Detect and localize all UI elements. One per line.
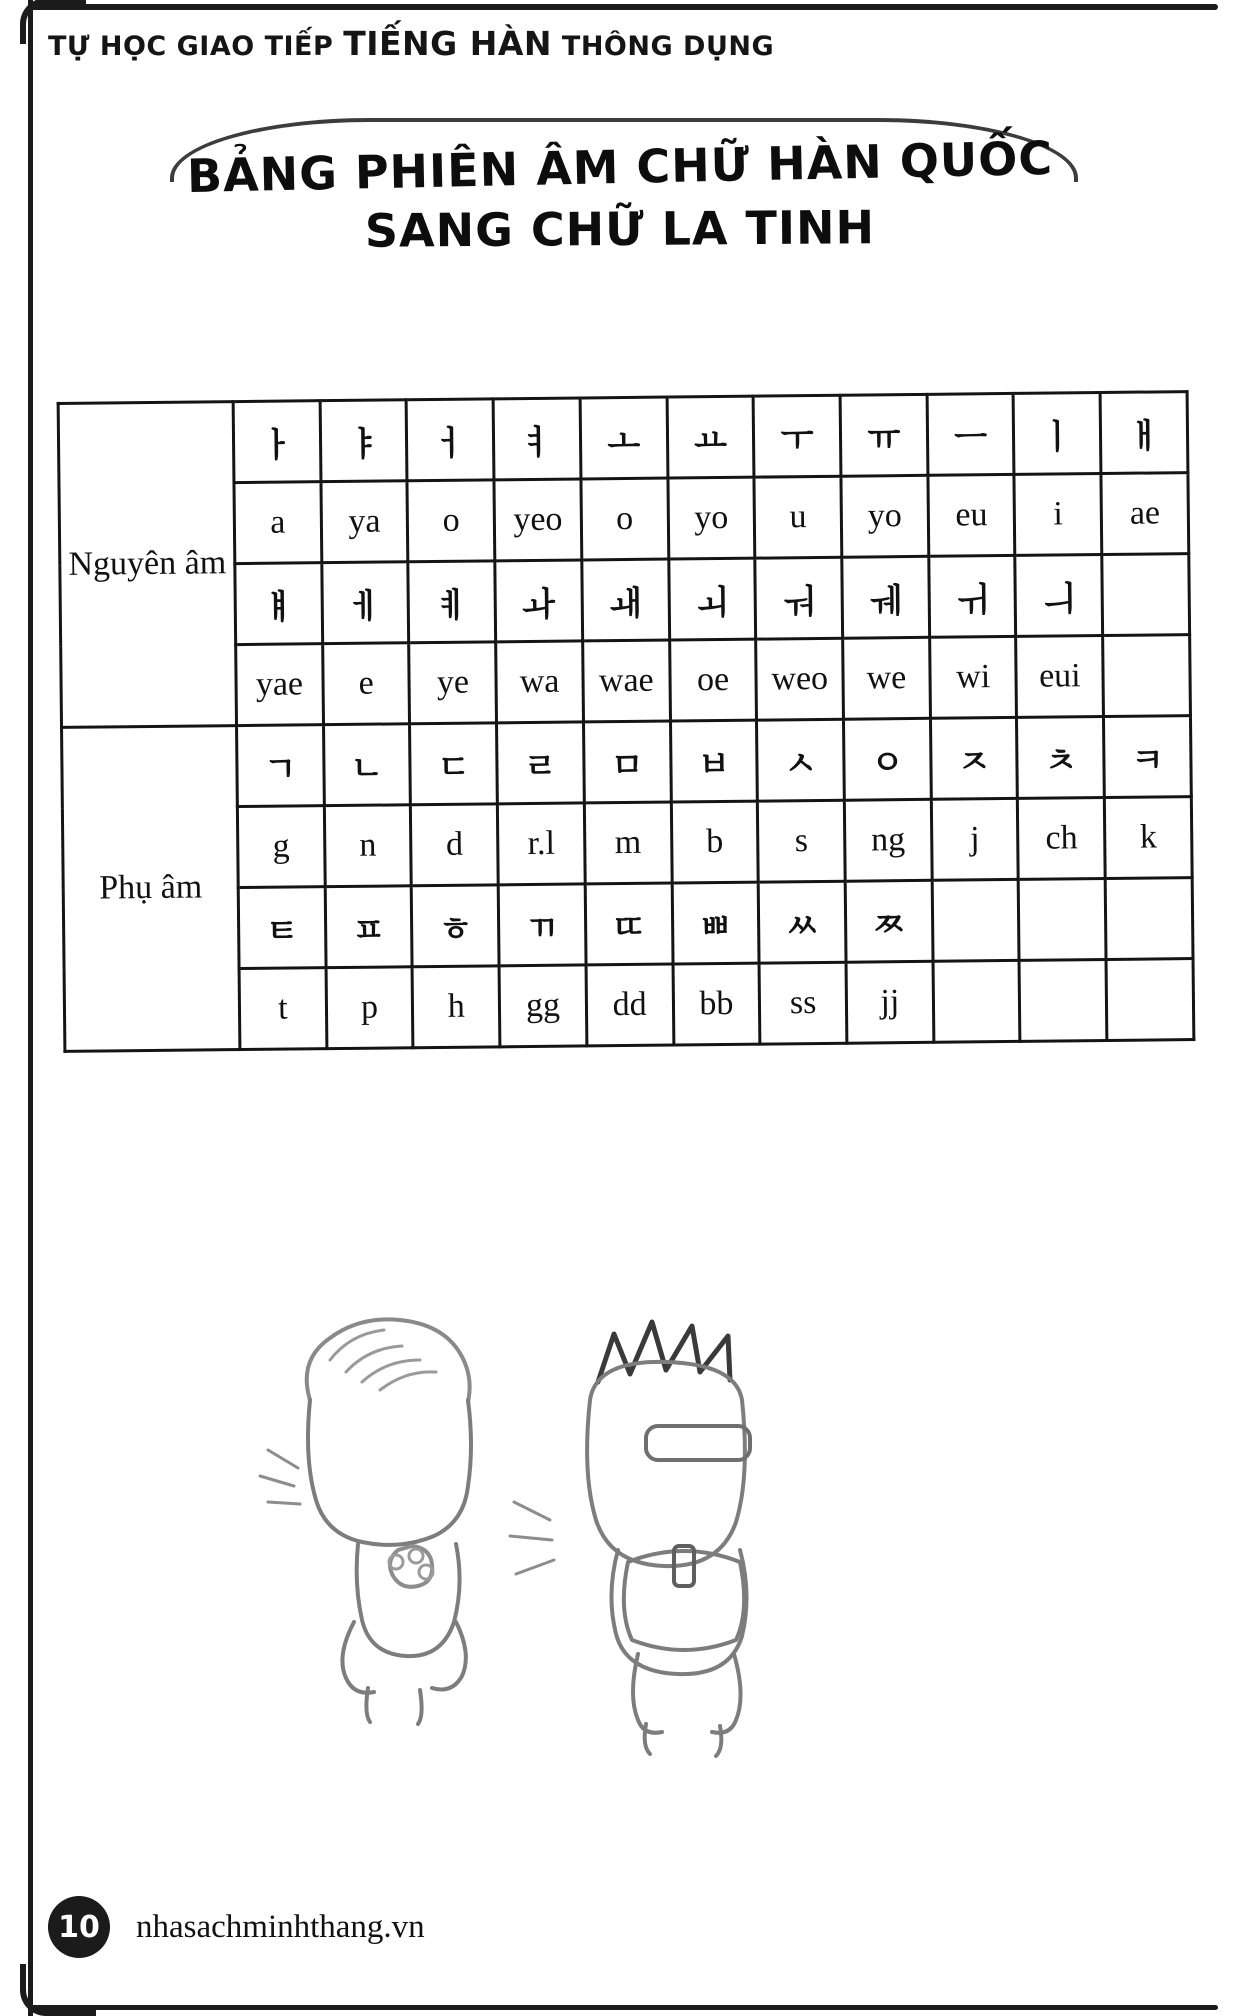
row-label-vowels: Nguyên âm: [58, 402, 236, 728]
vowel-latin-cell: u: [754, 476, 842, 558]
vowel-hangul-cell: ㅣ: [1014, 393, 1102, 475]
consonant-latin-cell: s: [758, 800, 846, 882]
row-label-consonants: Phụ âm: [62, 726, 240, 1052]
vowel-latin-cell: o: [407, 480, 495, 562]
vowel-hangul-cell: ㅐ: [1100, 392, 1188, 474]
consonant-latin-cell: jj: [846, 961, 934, 1043]
consonant-hangul-cell: ㅎ: [412, 885, 500, 967]
consonant-latin-cell: ng: [844, 799, 932, 881]
vowel-latin-cell-empty: [1103, 635, 1191, 717]
consonant-latin-cell-empty: [1106, 959, 1194, 1041]
vowel-latin-cell: o: [581, 478, 669, 560]
consonant-latin-cell: bb: [673, 963, 761, 1045]
consonant-hangul-cell: ㅉ: [845, 880, 933, 962]
vowel-hangul-cell: ㅚ: [668, 558, 756, 640]
consonant-hangul-cell: ㅊ: [1017, 716, 1105, 798]
vowel-hangul-cell: ㅙ: [582, 559, 670, 641]
page-footer: [48, 1896, 425, 1958]
running-header-part2: TIẾNG HÀN: [343, 24, 553, 63]
vowel-latin-cell: i: [1014, 474, 1102, 556]
consonant-hangul-cell: ㄹ: [497, 722, 585, 804]
consonant-hangul-cell: ㅃ: [672, 882, 760, 964]
vowel-hangul-cell: ㅢ: [1015, 555, 1103, 637]
consonant-latin-cell: ch: [1018, 797, 1106, 879]
students-illustration: [250, 1250, 950, 1770]
page-number: 10: [48, 1896, 110, 1958]
vowel-latin-cell: ye: [409, 642, 497, 724]
romanization-table: [57, 390, 1196, 1053]
consonant-hangul-cell: ㄸ: [585, 883, 673, 965]
consonant-latin-cell: gg: [499, 965, 587, 1047]
publisher-website: nhasachminhthang.vn: [136, 1908, 425, 1945]
consonant-hangul-cell: ㅁ: [583, 721, 671, 803]
page-title-line1: BẢNG PHIÊN ÂM CHỮ HÀN QUỐC: [186, 130, 1054, 204]
consonant-latin-cell-empty: [933, 960, 1021, 1042]
consonant-hangul-cell: ㅈ: [930, 717, 1018, 799]
consonant-hangul-cell: ㅌ: [238, 887, 326, 969]
vowel-hangul-cell: ㅔ: [322, 562, 410, 644]
consonant-hangul-cell: ㅅ: [757, 719, 845, 801]
vowel-latin-cell: wi: [929, 636, 1017, 718]
table-row: [62, 716, 1192, 809]
vowel-latin-cell: yae: [236, 644, 324, 726]
running-header-part3: THÔNG DỤNG: [552, 31, 775, 62]
vowel-latin-cell: ae: [1101, 473, 1189, 555]
vowel-latin-cell: weo: [756, 638, 844, 720]
consonant-hangul-cell: ㅋ: [1104, 716, 1192, 798]
vowel-hangul-cell: ㅕ: [493, 398, 581, 480]
page-border-bottom: [28, 2005, 1218, 2010]
vowel-hangul-cell: ㅟ: [929, 555, 1017, 637]
vowel-hangul-cell: ㅖ: [408, 561, 496, 643]
vowel-latin-cell: we: [843, 637, 931, 719]
consonant-latin-cell: m: [584, 802, 672, 884]
consonant-latin-cell: d: [411, 804, 499, 886]
consonant-latin-cell: r.l: [498, 803, 586, 885]
vowel-latin-cell: eui: [1016, 636, 1104, 718]
vowel-hangul-cell: ㅝ: [755, 557, 843, 639]
page-border-top: [28, 4, 1218, 10]
consonant-latin-cell: p: [326, 967, 414, 1049]
consonant-hangul-cell: ㄷ: [410, 723, 498, 805]
consonant-hangul-cell: ㄱ: [237, 725, 325, 807]
vowel-latin-cell: ya: [321, 481, 409, 563]
vowel-latin-cell: yeo: [494, 479, 582, 561]
vowel-latin-cell: wae: [583, 640, 671, 722]
page-corner-bottom-left: [20, 1964, 96, 2016]
consonant-hangul-cell-empty: [932, 879, 1020, 961]
consonant-latin-cell: dd: [586, 964, 674, 1046]
consonant-hangul-cell-empty: [1019, 878, 1107, 960]
consonant-latin-cell: t: [239, 968, 327, 1050]
page-title: [140, 130, 1100, 258]
vowel-latin-cell: yo: [668, 477, 756, 559]
consonant-latin-cell: g: [237, 806, 325, 888]
consonant-latin-cell: b: [671, 801, 759, 883]
vowel-hangul-cell: ㅜ: [753, 395, 841, 477]
vowel-hangul-cell: ㅏ: [233, 401, 321, 483]
vowel-hangul-cell: ㅒ: [235, 563, 323, 645]
vowel-hangul-cell: ㅗ: [580, 397, 668, 479]
vowel-latin-cell: a: [234, 482, 322, 564]
consonant-hangul-cell-empty: [1105, 878, 1193, 960]
running-header: [48, 24, 774, 63]
vowel-latin-cell: yo: [841, 475, 929, 557]
vowel-hangul-cell: ㅞ: [842, 556, 930, 638]
vowel-latin-cell: wa: [496, 641, 584, 723]
consonant-latin-cell: h: [412, 966, 500, 1048]
vowel-hangul-cell: ㅠ: [840, 394, 928, 476]
consonant-latin-cell: k: [1105, 797, 1193, 879]
romanization-table-wrapper: [57, 390, 1196, 1053]
vowel-hangul-cell: ㅑ: [320, 400, 408, 482]
vowel-hangul-cell: ㅘ: [495, 560, 583, 642]
consonant-hangul-cell: ㅇ: [844, 718, 932, 800]
page-border-left: [28, 0, 33, 2016]
vowel-hangul-cell: ㅛ: [667, 396, 755, 478]
page-title-line2: SANG CHỮ LA TINH: [364, 200, 876, 258]
running-header-part1: TỰ HỌC GIAO TIẾP: [48, 31, 344, 62]
consonant-latin-cell: j: [931, 798, 1019, 880]
consonant-hangul-cell: ㄲ: [498, 884, 586, 966]
vowel-latin-cell: e: [322, 643, 410, 725]
consonant-hangul-cell: ㅆ: [759, 881, 847, 963]
vowel-hangul-cell-empty: [1102, 554, 1190, 636]
vowel-latin-cell: eu: [928, 474, 1016, 556]
vowel-hangul-cell: ㅡ: [927, 393, 1015, 475]
consonant-latin-cell: ss: [759, 962, 847, 1044]
vowel-hangul-cell: ㅓ: [407, 399, 495, 481]
consonant-latin-cell: n: [324, 805, 412, 887]
consonant-hangul-cell: ㄴ: [323, 724, 411, 806]
consonant-hangul-cell: ㅂ: [670, 720, 758, 802]
consonant-hangul-cell: ㅍ: [325, 886, 413, 968]
table-row: [58, 392, 1188, 485]
vowel-latin-cell: oe: [669, 639, 757, 721]
consonant-latin-cell-empty: [1019, 959, 1107, 1041]
